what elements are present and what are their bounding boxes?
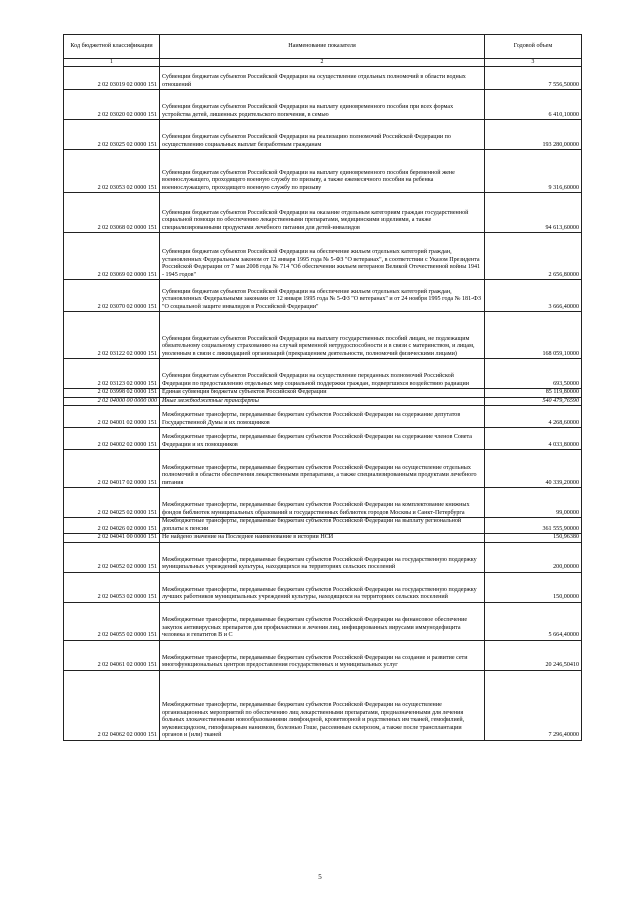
row-value: 7 556,50000 — [485, 67, 582, 90]
row-code: 2 02 03998 02 0000 151 — [64, 389, 160, 398]
table-row — [64, 150, 582, 193]
row-name: Межбюджетные трансферты, передаваемые бюджетам субъектов Российской Федерации на создание и развитие сети многофункциональных центров предоставления государственных и муниципальных услуг — [160, 640, 485, 670]
row-name: Субвенции бюджетам субъектов Российской Федерации на осуществление переданных полномочий Российской Федерации по предоставлению отдельных мер социальной поддержки граждан, подвергшихся воздействию радиации — [160, 359, 485, 389]
table-row — [64, 640, 582, 670]
row-code: 2 02 03069 02 0000 151 — [64, 233, 160, 280]
table-row — [64, 406, 582, 428]
table-row — [64, 670, 582, 740]
row-code: 2 02 04025 02 0000 151 — [64, 488, 160, 518]
row-name: Субвенции бюджетам субъектов Российской Федерации на оказание отдельным категориям граждан государственной социальной помощи по обеспечению лекарственными препаратами, медицинскими изделиями, а также специализированными продуктами лечебного питания для детей-инвалидов — [160, 193, 485, 233]
table-row — [64, 120, 582, 150]
row-value: 168 059,10000 — [485, 312, 582, 359]
table-row — [64, 193, 582, 233]
row-value: 20 246,50410 — [485, 640, 582, 670]
row-name: Межбюджетные трансферты, передаваемые бюджетам субъектов Российской Федерации на государственную поддержку лучших работников муниципальных учреждений культуры, находящихся на территориях сельских поселений — [160, 572, 485, 602]
row-name: Иные межбюджетные трансферты — [160, 397, 485, 406]
table-row — [64, 312, 582, 359]
row-code: 2 02 04002 02 0000 151 — [64, 428, 160, 450]
header-volume: Годовой объем — [485, 35, 582, 59]
row-code: 2 02 04041 00 0000 151 — [64, 534, 160, 543]
page-number: 5 — [318, 873, 322, 881]
row-code: 2 02 04052 02 0000 151 — [64, 542, 160, 572]
header-name: Наименование показателя — [160, 35, 485, 59]
row-name: Не найдено значение на Последнее наименование в истории НСИ — [160, 534, 485, 543]
row-value: 4 033,80000 — [485, 428, 582, 450]
table-header-row — [64, 35, 582, 59]
table-row — [64, 602, 582, 640]
table-row — [64, 389, 582, 398]
row-code: 2 02 04061 02 0000 151 — [64, 640, 160, 670]
row-value: 540 479,76590 — [485, 397, 582, 406]
row-name: Межбюджетные трансферты, передаваемые бюджетам субъектов Российской Федерации на содержание членов Совета Федерации и их помощников — [160, 428, 485, 450]
table-row — [64, 534, 582, 543]
row-value: 85 119,80000 — [485, 389, 582, 398]
row-name: Субвенции бюджетам субъектов Российской Федерации на обеспечение жильем отдельных категорий граждан, установленных Федеральными законами от 12 января 1995 года № 5-ФЗ "О ветеранах" и от 24 ноября 1995 года № 181-ФЗ "О социальной защите инвалидов в Российской Федерации" — [160, 280, 485, 312]
table-row — [64, 280, 582, 312]
row-name: Субвенции бюджетам субъектов Российской Федерации на выплату государственных пособий лицам, не подлежащим обязательному социальному страхованию на случай временной нетрудоспособности и в связи с материнством, и лицам, уволенным в связи с ликвидацией организаций (прекращением деятельности, полномочий физическими лицами) — [160, 312, 485, 359]
row-name: Межбюджетные трансферты, передаваемые бюджетам субъектов Российской Федерации на осуществление отдельных полномочий в области обеспечения лекарственными препаратами, а также специализированными продуктами лечебного питания — [160, 450, 485, 488]
table-row — [64, 450, 582, 488]
row-name: Субвенции бюджетам субъектов Российской Федерации на выплату единовременного пособия при всех формах устройства детей, лишенных родительского попечения, в семью — [160, 90, 485, 120]
row-name: Межбюджетные трансферты, передаваемые бюджетам субъектов Российской Федерации на финансовое обеспечение закупок антивирусных препаратов для профилактики и лечения лиц, инфицированных вирусами иммунодефицита человека и гепатитов В и С — [160, 602, 485, 640]
table-row — [64, 542, 582, 572]
header-code: Код бюджетной классификации — [64, 35, 160, 59]
row-value: 200,00000 — [485, 542, 582, 572]
row-value: 40 339,20000 — [485, 450, 582, 488]
row-code: 2 02 03068 02 0000 151 — [64, 193, 160, 233]
table-row — [64, 488, 582, 518]
table-row — [64, 572, 582, 602]
row-value: 5 664,40000 — [485, 602, 582, 640]
row-code: 2 02 04062 02 0000 151 — [64, 670, 160, 740]
row-name: Межбюджетные трансферты, передаваемые бюджетам субъектов Российской Федерации на содержание депутатов Государственной Думы и их помощников — [160, 406, 485, 428]
row-code: 2 02 03019 02 0000 151 — [64, 67, 160, 90]
row-value: 193 280,00000 — [485, 120, 582, 150]
row-name: Межбюджетные трансферты, передаваемые бюджетам субъектов Российской Федерации на государственную поддержку муниципальных учреждений культуры, находящихся на территориях сельских поселений — [160, 542, 485, 572]
row-value: 9 316,60000 — [485, 150, 582, 193]
row-value: 99,00000 — [485, 488, 582, 518]
row-code: 2 02 04053 02 0000 151 — [64, 572, 160, 602]
row-value: 7 296,40000 — [485, 670, 582, 740]
row-code: 2 02 03122 02 0000 151 — [64, 312, 160, 359]
row-name: Субвенции бюджетам субъектов Российской Федерации на обеспечение жильем отдельных категорий граждан, установленных Федеральным законом от 12 января 1995 года № 5-ФЗ "О ветеранах", в соответствии с Указом Президента Российской Федерации от 7 мая 2008 года № 714 "Об обеспечении жильем ветеранов Великой Отечественной войны 1941 - 1945 годов" — [160, 233, 485, 280]
row-name: Межбюджетные трансферты, передаваемые бюджетам субъектов Российской Федерации на выплату региональной доплаты к пенсии — [160, 518, 485, 534]
row-name: Субвенции бюджетам субъектов Российской Федерации на реализацию полномочий Российской Федерации по осуществлению социальных выплат безработным гражданам — [160, 120, 485, 150]
row-name: Единая субвенция бюджетам субъектов Российской Федерации — [160, 389, 485, 398]
row-value: 693,50000 — [485, 359, 582, 389]
table-row — [64, 359, 582, 389]
row-code: 2 02 04001 02 0000 151 — [64, 406, 160, 428]
row-value: 3 666,40000 — [485, 280, 582, 312]
row-code: 2 02 03070 02 0000 151 — [64, 280, 160, 312]
row-value: 2 656,80000 — [485, 233, 582, 280]
budget-revenue-table — [63, 34, 582, 741]
row-name: Субвенции бюджетам субъектов Российской Федерации на осуществление отдельных полномочий в области водных отношений — [160, 67, 485, 90]
row-name: Межбюджетные трансферты, передаваемые бюджетам субъектов Российской Федерации на осуществление организационных мероприятий по обеспечению лиц лекарственными препаратами, предназначенными для лечения больных злокачественными новообразованиями лимфоидной, кроветворной и родственных им тканей, гемофилией, муковисцидозом, гипофизарным нанизмом, болезнью Гоше, рассеянным склерозом, а также после трансплантации органов и (или) тканей — [160, 670, 485, 740]
row-value: 4 268,60000 — [485, 406, 582, 428]
row-code: 2 02 04017 02 0000 151 — [64, 450, 160, 488]
column-number: 2 — [160, 59, 485, 67]
row-code: 2 02 03025 02 0000 151 — [64, 120, 160, 150]
row-name: Субвенции бюджетам субъектов Российской Федерации на выплату единовременного пособия беременной жене военнослужащего, проходящего военную службу по призыву, а также ежемесячного пособия на ребенка военнослужащего, проходящего военную службу по призыву — [160, 150, 485, 193]
row-value: 94 613,60000 — [485, 193, 582, 233]
row-name: Межбюджетные трансферты, передаваемые бюджетам субъектов Российской Федерации на комплектование книжных фондов библиотек муниципальных образований и государственных библиотек городов Москвы и Санкт-Петербурга — [160, 488, 485, 518]
row-value: 150,96380 — [485, 534, 582, 543]
row-code: 2 02 04026 02 0000 151 — [64, 518, 160, 534]
table-row — [64, 397, 582, 406]
row-code: 2 02 03123 02 0000 151 — [64, 359, 160, 389]
row-value: 150,00000 — [485, 572, 582, 602]
table-row — [64, 90, 582, 120]
row-value: 361 555,90000 — [485, 518, 582, 534]
row-value: 6 410,10000 — [485, 90, 582, 120]
row-code: 2 02 04055 02 0000 151 — [64, 602, 160, 640]
table-row — [64, 428, 582, 450]
column-number-row — [64, 59, 582, 67]
column-number: 1 — [64, 59, 160, 67]
table-row — [64, 233, 582, 280]
row-code: 2 02 03020 02 0000 151 — [64, 90, 160, 120]
table-row — [64, 518, 582, 534]
column-number: 3 — [485, 59, 582, 67]
row-code: 2 02 04000 00 0000 000 — [64, 397, 160, 406]
table-row — [64, 67, 582, 90]
row-code: 2 02 03053 02 0000 151 — [64, 150, 160, 193]
